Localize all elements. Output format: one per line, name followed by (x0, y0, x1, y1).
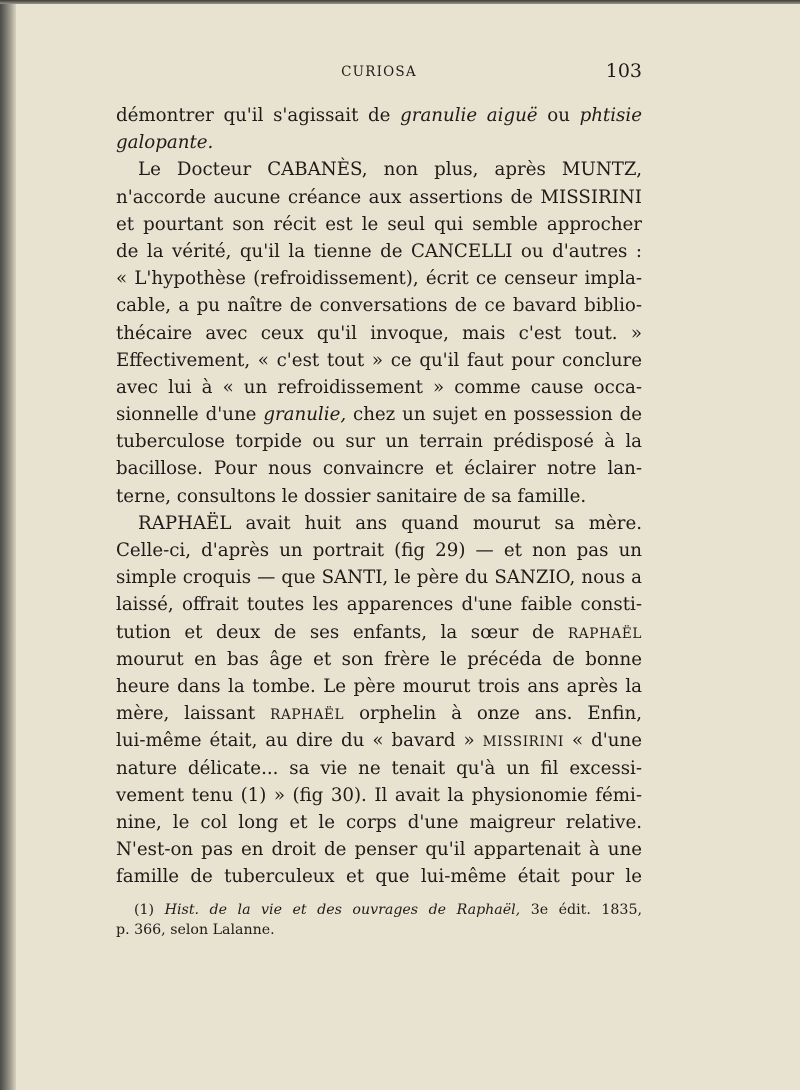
text-line (116, 619, 642, 646)
text-line (116, 510, 642, 537)
italic-text: granulie aiguë (400, 105, 538, 126)
text-line (116, 292, 642, 319)
text-run: sionnelle d'une (116, 404, 264, 426)
text-run: bacillose. Pour nous convaincre et éclairer notre lan- (116, 458, 642, 480)
text-run: lui-même était, au dire du « bavard » (116, 730, 483, 752)
text-run: cable, a pu naître de conversations de ce bavard biblio- (116, 295, 642, 317)
small-caps-name: MISSIRINI (482, 734, 564, 751)
text-run: nature délicate... sa vie ne tenait qu'à un fil excessi- (116, 757, 642, 779)
text-run: mourut en bas âge et son frère le précéda de bonne (116, 648, 642, 670)
text-run: avec lui à « un refroidissement » comme cause occa- (116, 376, 642, 398)
text-line (116, 537, 642, 564)
running-title: CURIOSA (341, 64, 417, 80)
italic-text: granulie, (263, 404, 347, 426)
text-line (116, 727, 642, 754)
text-run: de la vérité, qu'il la tienne de CANCELLI ou d'autres : (116, 240, 642, 262)
page-number: 103 (605, 60, 642, 82)
text-line (116, 700, 642, 727)
text-line (116, 863, 642, 890)
text-line (116, 265, 642, 292)
text-line (116, 238, 642, 265)
text-run: « L'hypothèse (refroidissement), écrit ce censeur impla- (116, 268, 642, 290)
text-run: famille de tuberculeux et que lui-même était pour le (116, 866, 642, 888)
text-line (116, 755, 642, 782)
footnote (116, 900, 642, 940)
text-run: Effectivement, « c'est tout » ce qu'il faut pour conclure (116, 349, 642, 371)
book-spine-shadow (0, 0, 16, 1090)
text-line (116, 673, 642, 700)
text-line (116, 129, 642, 156)
text-line (116, 102, 642, 129)
text-run: simple croquis — que SANTI, le père du SANZIO, nous a (116, 567, 642, 589)
text-run: Le Docteur CABANÈS, non plus, après MUNTZ, (138, 159, 642, 181)
text-run: ou (537, 105, 580, 126)
text-line (116, 211, 642, 238)
text-run: mère, laissant (116, 703, 271, 725)
text-run: et pourtant son récit est le seul qui semble approcher (116, 213, 642, 235)
text-run: démontrer qu'il s'agissait de (116, 105, 401, 126)
italic-text: Hist. de la vie et des ouvrages de Raphaël, (164, 902, 521, 919)
text-run: thécaire avec ceux qu'il invoque, mais c'est tout. » (116, 322, 642, 344)
text-line (116, 483, 642, 510)
text-line (116, 347, 642, 374)
text-run: heure dans la tombe. Le père mourut trois ans après la (116, 675, 642, 697)
text-line (116, 184, 642, 211)
text-run: n'accorde aucune créance aux assertions de MISSIRINI (116, 186, 642, 208)
text-line (116, 836, 642, 863)
page-header (116, 58, 642, 92)
text-run: chez un sujet en possession de (346, 404, 642, 426)
text-run: « d'une (563, 730, 642, 752)
text-line (116, 564, 642, 591)
text-run: (1) (134, 902, 165, 919)
body-text (116, 102, 642, 890)
text-line (116, 782, 642, 809)
small-caps-name: RAPHAËL (270, 707, 345, 724)
text-run: tution et deux de ses enfants, la sœur de (116, 621, 568, 643)
small-caps-name: RAPHAËL (567, 625, 642, 642)
footnote-line (116, 900, 642, 920)
text-run: terne, consultons le dossier sanitaire de sa famille. (116, 485, 587, 507)
text-run: 3e édit. 1835, (520, 902, 642, 919)
text-line (116, 156, 642, 183)
text-line (116, 320, 642, 347)
italic-text: galopante. (116, 132, 214, 154)
text-run: vement tenu (1) » (fig 30). Il avait la physionomie fémi- (116, 784, 642, 806)
text-line (116, 401, 642, 428)
text-run: N'est-on pas en droit de penser qu'il appartenait à une (116, 839, 642, 861)
book-page (116, 58, 642, 940)
text-run: Celle-ci, d'après un portrait (fig 29) — et non pas un (116, 540, 642, 561)
text-run: p. 366, selon Lalanne. (116, 922, 275, 939)
text-run: RAPHAËL avait huit ans quand mourut sa mère. (138, 512, 642, 534)
text-run: tuberculose torpide ou sur un terrain prédisposé à la (116, 431, 642, 453)
text-line (116, 646, 642, 673)
text-line (116, 809, 642, 836)
text-run: orphelin à onze ans. Enfin, (344, 703, 642, 725)
footnotes (116, 900, 642, 940)
italic-text: phtisie (579, 105, 642, 126)
text-line (116, 374, 642, 401)
text-run: laissé, offrait toutes les apparences d'une faible consti- (116, 594, 642, 616)
page-top-edge (0, 0, 800, 4)
text-line (116, 591, 642, 618)
text-line (116, 428, 642, 455)
footnote-line (116, 920, 642, 940)
text-run: nine, le col long et le corps d'une maigreur relative. (116, 811, 642, 833)
text-line (116, 455, 642, 482)
